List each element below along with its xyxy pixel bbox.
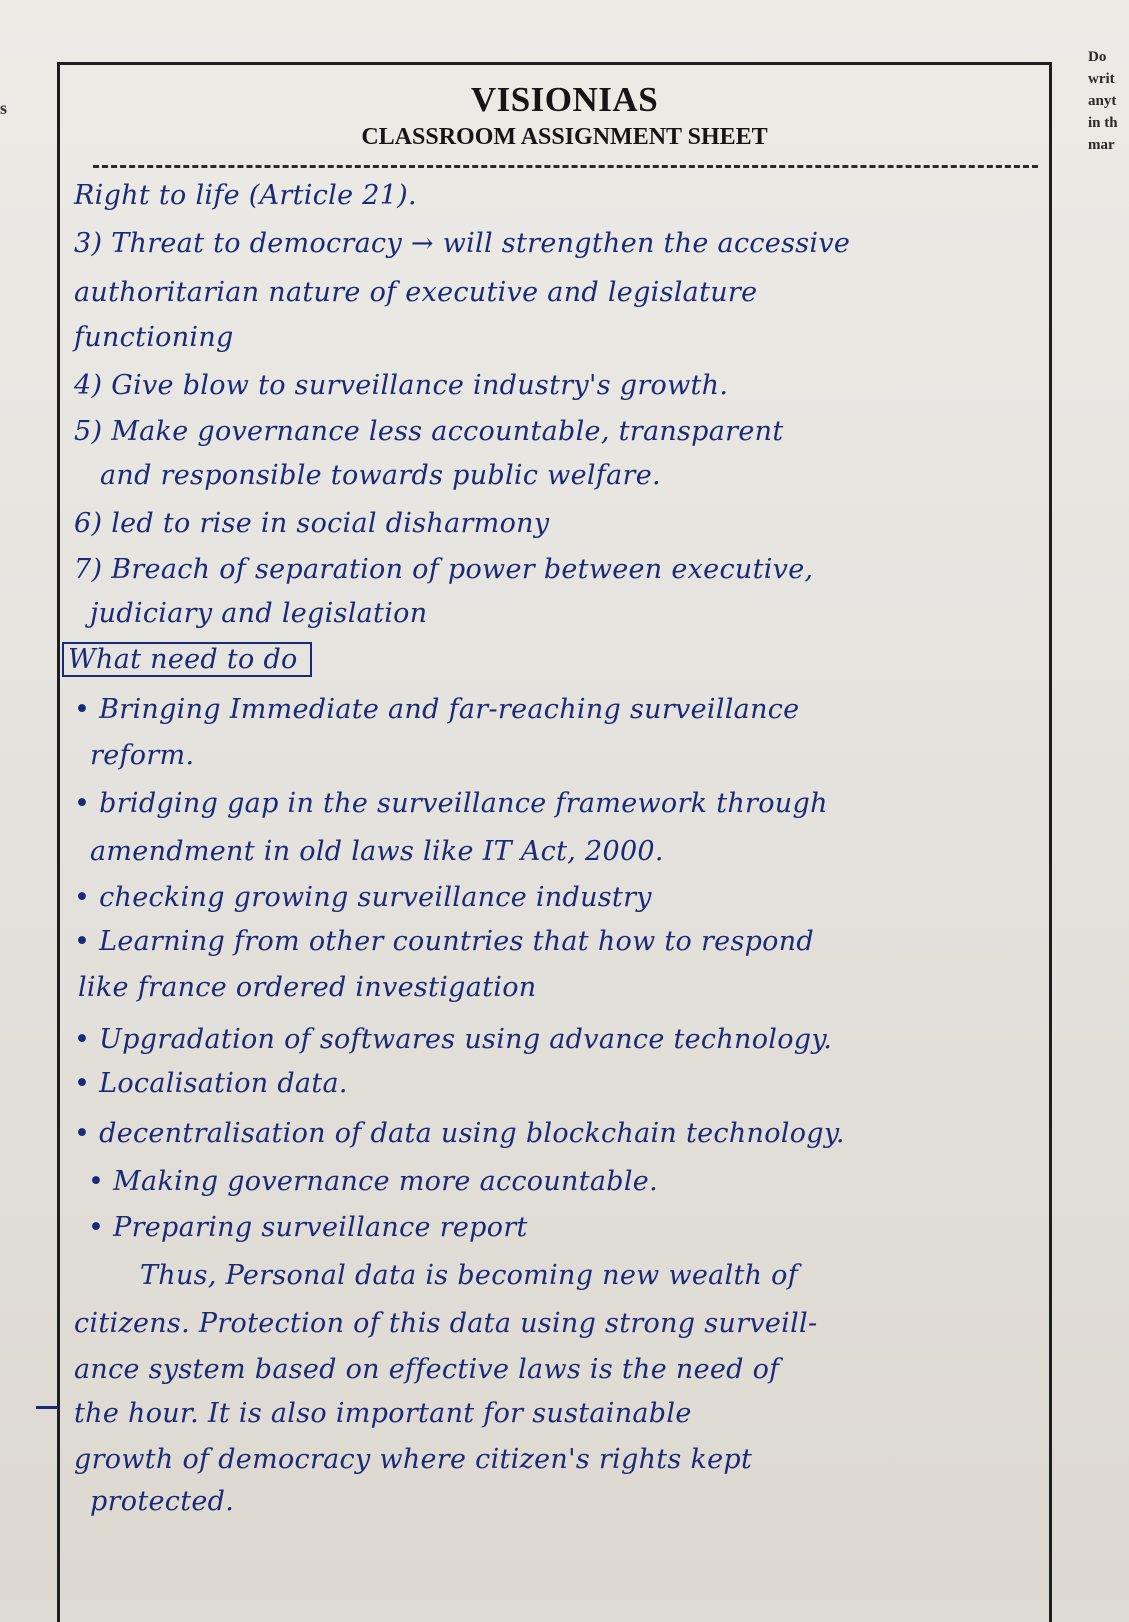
note-line: functioning (74, 322, 234, 353)
section-heading-boxed: What need to do (62, 642, 312, 677)
note-line: 7) Breach of separation of power between executive, (74, 554, 814, 585)
conclusion-line: Thus, Personal data is becoming new wealth of (140, 1260, 799, 1291)
note-line: 5) Make governance less accountable, transparent (74, 416, 784, 447)
sheet-title: VISIONIAS (470, 80, 659, 119)
header-divider (93, 165, 1038, 168)
note-line: Right to life (Article 21). (74, 180, 417, 211)
note-line: amendment in old laws like IT Act, 2000. (90, 836, 664, 867)
note-line: judiciary and legislation (90, 598, 428, 629)
margin-instruction-line: Do (1088, 49, 1107, 65)
note-line: and responsible towards public welfare. (100, 460, 661, 491)
bullet-line: • Localisation data. (74, 1068, 348, 1099)
bullet-line: • decentralisation of data using blockchain technology. (74, 1118, 845, 1149)
page-edge-mark: s (0, 98, 8, 118)
sheet-subtitle: CLASSROOM ASSIGNMENT SHEET (361, 124, 768, 150)
note-line: reform. (90, 740, 195, 771)
bullet-line: • Bringing Immediate and far-reaching surveillance (74, 694, 800, 725)
bullet-line: • Preparing surveillance report (88, 1212, 528, 1243)
conclusion-line: protected. (90, 1486, 235, 1517)
conclusion-line: growth of democracy where citizen's rights kept (74, 1444, 753, 1475)
conclusion-line: ance system based on effective laws is the need of (74, 1354, 780, 1385)
bullet-line: • checking growing surveillance industry (74, 882, 652, 913)
bullet-line: • bridging gap in the surveillance framework through (74, 788, 828, 819)
margin-dash-mark (36, 1406, 58, 1409)
margin-instruction-line: in th (1088, 115, 1118, 131)
margin-instruction-line: anyt (1088, 93, 1117, 109)
note-line: like france ordered investigation (78, 972, 537, 1003)
bullet-line: • Upgradation of softwares using advance technology. (74, 1024, 833, 1055)
note-line: 3) Threat to democracy → will strengthen the accessive (74, 228, 851, 259)
conclusion-line: the hour. It is also important for sustainable (74, 1398, 692, 1429)
bullet-line: • Making governance more accountable. (88, 1166, 658, 1197)
conclusion-line: citizens. Protection of this data using strong surveill- (74, 1308, 818, 1339)
bullet-line: • Learning from other countries that how to respond (74, 926, 815, 957)
margin-instruction-line: mar (1088, 137, 1115, 153)
note-line: 6) led to rise in social disharmony (74, 508, 550, 539)
margin-instruction-line: writ (1088, 71, 1115, 87)
note-line: authoritarian nature of executive and legislature (74, 277, 758, 308)
note-line: 4) Give blow to surveillance industry's growth. (74, 370, 729, 401)
